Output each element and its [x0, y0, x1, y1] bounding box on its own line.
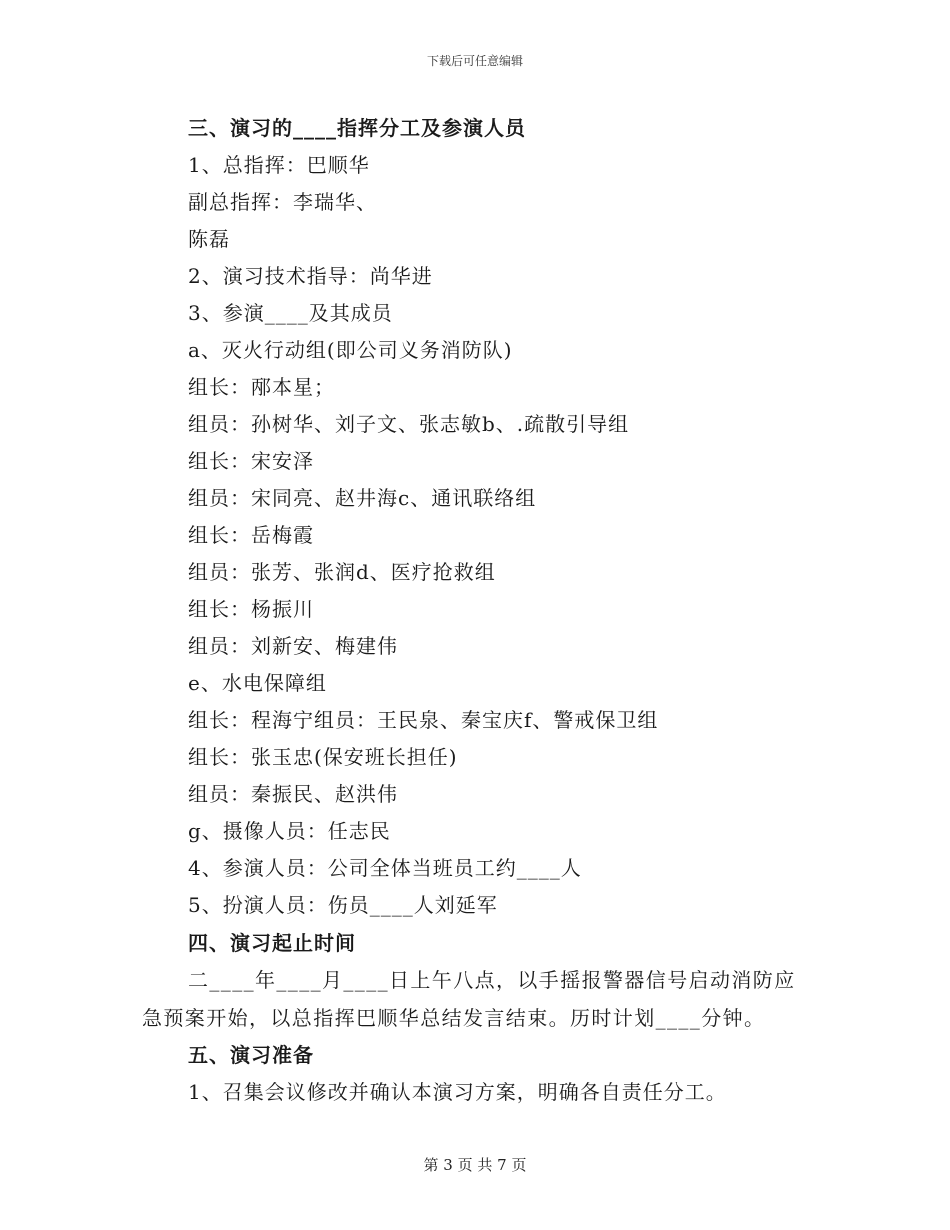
page-number: 第 3 页 共 7 页: [423, 1156, 527, 1174]
text-line: 组长：张玉忠(保安班长担任): [188, 745, 458, 769]
text-line: 4、参演人员：公司全体当班员工约____人: [188, 856, 582, 880]
text-line: 2、演习技术指导：尚华进: [188, 264, 433, 288]
text-line: 组长：岳梅霞: [188, 523, 314, 547]
text-line: 1、总指挥：巴顺华: [188, 153, 370, 177]
text-line: 陈磊: [188, 227, 230, 251]
text-line: 组员：孙树华、刘子文、张志敏b、.疏散引导组: [188, 412, 630, 436]
section-heading-time: 四、演习起止时间: [188, 931, 356, 955]
text-line: a、灭火行动组(即公司义务消防队): [188, 338, 513, 362]
text-line: 组员：张芳、张润d、医疗抢救组: [188, 560, 496, 584]
text-line: 组员：刘新安、梅建伟: [188, 634, 398, 658]
text-line: e、水电保障组: [188, 671, 327, 695]
text-line: 组长：邴本星；: [188, 375, 335, 399]
text-line: 5、扮演人员：伤员____人刘延军: [188, 893, 498, 917]
paragraph-line: 急预案开始，以总指挥巴顺华总结发言结束。历时计划____分钟。: [142, 1006, 766, 1030]
text-line: 组长：宋安泽: [188, 449, 314, 473]
text-line: 3、参演____及其成员: [188, 301, 393, 325]
text-line: 组长：程海宁组员：王民泉、秦宝庆f、警戒保卫组: [188, 708, 659, 732]
section-heading-command: 三、演习的____指挥分工及参演人员: [188, 116, 526, 140]
text-line: g、摄像人员：任志民: [188, 819, 391, 843]
text-line: 组员：秦振民、赵洪伟: [188, 782, 398, 806]
text-line: 组长：杨振川: [188, 597, 314, 621]
text-line: 副总指挥：李瑞华、: [188, 190, 377, 214]
text-line: 组员：宋同亮、赵井海c、通讯联络组: [188, 486, 537, 510]
text-line: 1、召集会议修改并确认本演习方案，明确各自责任分工。: [188, 1080, 727, 1104]
page-header-note: 下载后可任意编辑: [426, 54, 523, 68]
paragraph-line: 二____年____月____日上午八点，以手摇报警器信号启动消防应: [188, 968, 796, 992]
section-heading-preparation: 五、演习准备: [188, 1043, 314, 1067]
